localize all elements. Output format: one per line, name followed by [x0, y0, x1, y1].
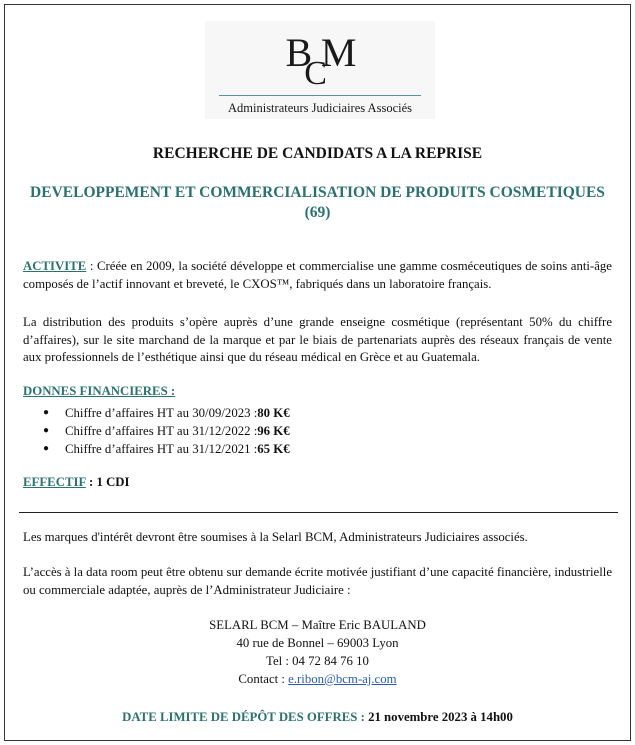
list-item — [43, 440, 290, 458]
logo-letter-m: M — [320, 30, 355, 75]
contact-address: 40 rue de Bonnel – 69003 Lyon — [236, 636, 399, 650]
bcm-logo-mark — [205, 29, 435, 92]
page-subtitle: DEVELOPPEMENT ET COMMERCIALISATION DE PRODUITS COSMETIQUES (69) — [30, 184, 605, 221]
bullet-icon: ● — [43, 443, 50, 454]
activity-text: Créée en 2009, la société développe et commercialise une gamme cosméceutiques de soins anti-âge composés de l’actif innovant et breveté, le CXOS™, fabriqués dans un laboratoire français. — [23, 259, 612, 291]
deadline-value: 21 novembre 2023 à 14h00 — [368, 710, 513, 724]
page-title: RECHERCHE DE CANDIDATS A LA REPRISE — [152, 145, 483, 162]
financial-item-value: 65 K€ — [257, 442, 290, 456]
activity-label: ACTIVITE — [23, 259, 87, 273]
contact-name: SELARL BCM – Maître Eric BAULAND — [209, 618, 426, 632]
list-item — [43, 404, 290, 422]
financial-item-text: Chiffre d’affaires HT au 31/12/2022 : — [65, 424, 258, 438]
financial-item-text: Chiffre d’affaires HT au 31/12/2021 : — [65, 442, 258, 456]
staff-value: : 1 CDI — [85, 475, 130, 489]
staff-label: EFFECTIF — [23, 475, 86, 489]
document-page — [4, 4, 631, 741]
contact-email-label: Contact : — [238, 672, 289, 686]
financials-heading — [23, 383, 612, 401]
distribution-paragraph: La distribution des produits s’opère auprès d’une grande enseigne cosmétique (représentant 50% du chiffre d’affaires), sur le site marchand de la marque et par le biais de partenariats auprès des réseaux français de vente aux professionnels de l’esthétique ainsi que du réseau médical en Grèce et au Guatemala. — [23, 315, 612, 364]
deadline-line — [5, 710, 630, 725]
financials-label: DONNES FINANCIERES : — [23, 384, 176, 398]
logo-letter-c: C — [304, 55, 327, 92]
activity-separator: : — [86, 259, 97, 273]
contact-phone: Tel : 04 72 84 76 10 — [266, 654, 369, 668]
bcm-logo — [205, 21, 435, 119]
staff-paragraph — [23, 474, 612, 492]
contact-block — [23, 616, 612, 688]
logo-divider — [219, 95, 421, 96]
activity-paragraph — [23, 258, 612, 293]
financial-item-text: Chiffre d’affaires HT au 30/09/2023 : — [65, 406, 258, 420]
offers-paragraph: Les marques d'intérêt devront être soumises à la Selarl BCM, Administrateurs Judiciaires associés. — [23, 530, 528, 544]
contact-email-link[interactable]: e.ribon@bcm-aj.com — [288, 672, 397, 686]
deadline-label: DATE LIMITE DE DÉPÔT DES OFFRES : — [122, 710, 369, 724]
list-item — [43, 422, 290, 440]
dataroom-paragraph: L’accès à la data room peut être obtenu sur demande écrite motivée justifiant d’une capacité financière, industrielle ou commerciale adaptée, auprès de l’Administrateur Judiciaire : — [23, 565, 612, 597]
section-divider — [19, 512, 618, 513]
bullet-icon: ● — [43, 407, 50, 418]
logo-letter-b: B — [285, 30, 311, 75]
financial-item-value: 96 K€ — [257, 424, 290, 438]
financial-item-value: 80 K€ — [257, 406, 290, 420]
contact-email-line — [23, 670, 612, 688]
bullet-icon: ● — [43, 425, 50, 436]
logo-subtitle: Administrateurs Judiciaires Associés — [228, 101, 412, 115]
financials-list — [43, 404, 290, 458]
